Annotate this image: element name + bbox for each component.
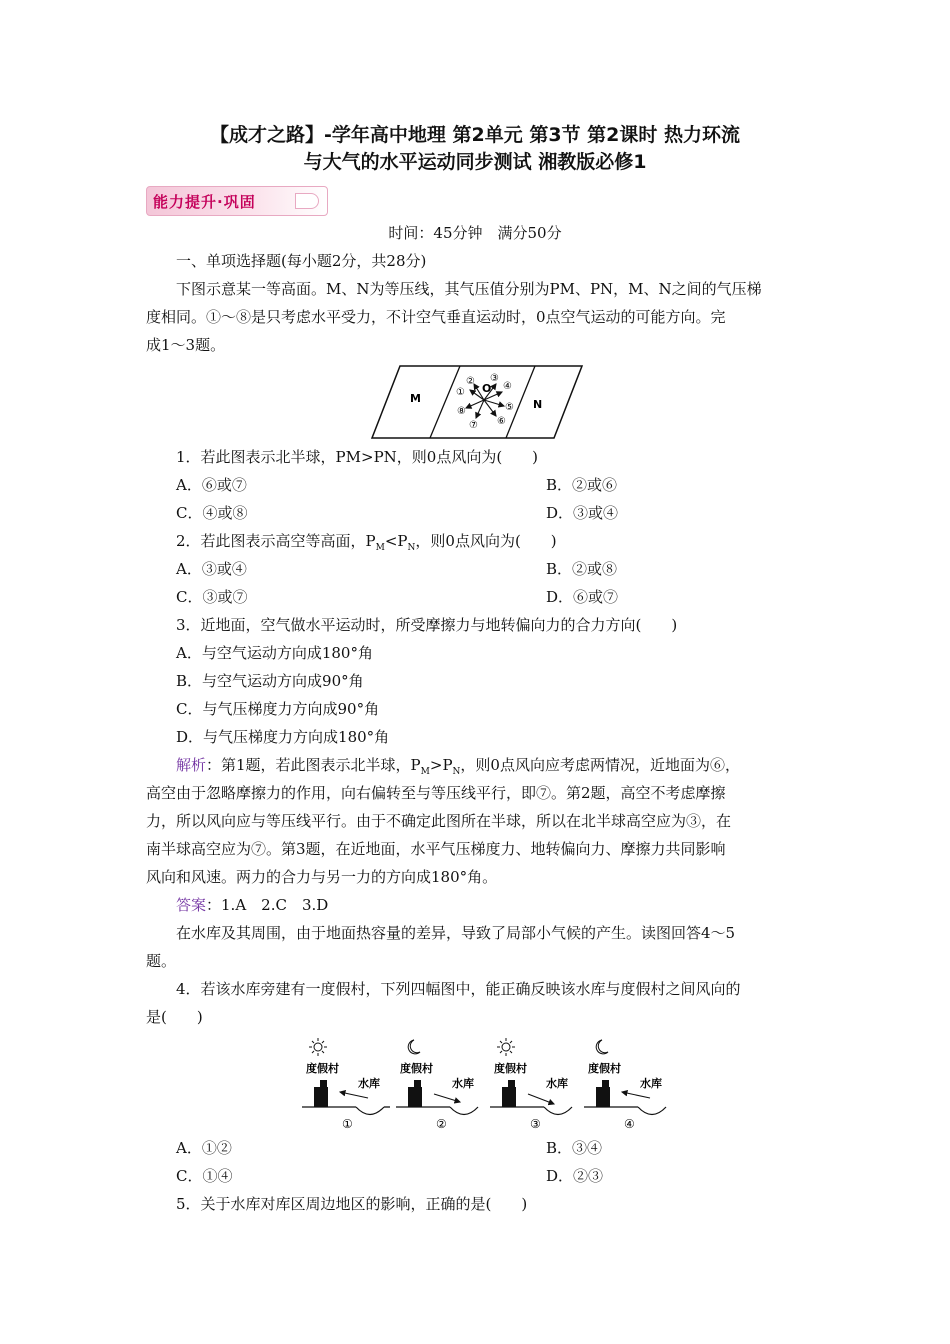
dir-6: ⑥ xyxy=(497,416,506,427)
panel-num-3: ③ xyxy=(530,1117,541,1131)
q4-option-b: B．③④ xyxy=(546,1139,603,1157)
analysis-label: 解析 xyxy=(176,756,207,774)
building xyxy=(408,1087,422,1107)
badge-label: 能力提升·巩固 xyxy=(153,193,256,211)
reservoir-figure xyxy=(300,1032,680,1132)
reservoir-label: 水库 xyxy=(640,1077,662,1090)
isobar-figure xyxy=(370,362,585,442)
q1-option-c: C．④或⑧ xyxy=(176,504,248,522)
village-label: 度假村 xyxy=(306,1062,339,1075)
analysis-line1: 解析：第1题，若此图表示北半球，$P_M>P_N$，则0点风向应考虑两情况，近地面为⑥， xyxy=(176,756,740,777)
q1-option-a: A．⑥或⑦ xyxy=(176,476,247,494)
q4-option-c: C．①④ xyxy=(176,1167,233,1185)
panel-num-1: ① xyxy=(342,1117,353,1131)
dir-1: ① xyxy=(456,387,465,398)
village-label: 度假村 xyxy=(400,1062,433,1075)
answer-label: 答案 xyxy=(176,896,207,914)
panel-num-2: ② xyxy=(436,1117,447,1131)
dir-7: ⑦ xyxy=(469,420,478,431)
intro1-line3: 成1～3题。 xyxy=(146,336,226,354)
q3-stem: 3．近地面，空气做水平运动时，所受摩擦力与地转偏向力的合力方向( ) xyxy=(176,616,678,634)
dir-2: ② xyxy=(466,376,475,387)
time-info: 时间：45分钟 满分50分 xyxy=(388,224,562,242)
panel-3 xyxy=(490,1038,572,1131)
q4-option-a: A．①② xyxy=(176,1139,232,1157)
title-line-2: 与大气的水平运动同步测试 湘教版必修1 xyxy=(303,151,647,173)
dir-4: ④ xyxy=(503,381,512,392)
q3-option-d: D．与气压梯度力方向成180°角 xyxy=(176,728,390,746)
panel-num-4: ④ xyxy=(624,1117,635,1131)
dir-8: ⑧ xyxy=(457,406,466,417)
q4-option-d: D．②③ xyxy=(546,1167,604,1185)
q2-option-b: B．②或⑧ xyxy=(546,560,618,578)
reservoir-label: 水库 xyxy=(358,1077,380,1090)
building xyxy=(596,1087,610,1107)
section-badge xyxy=(146,186,328,216)
intro2-line1: 在水库及其周围，由于地面热容量的差异，导致了局部小气候的产生。读图回答4～5 xyxy=(176,924,736,942)
q2-stem: 2．若此图表示高空等高面，$P_M<P_N$，则0点风向为( ) xyxy=(176,532,557,553)
q2-option-a: A．③或④ xyxy=(176,560,247,578)
village-label: 度假村 xyxy=(588,1062,621,1075)
panel-1 xyxy=(302,1038,390,1131)
q5-stem: 5．关于水库对库区周边地区的影响，正确的是( ) xyxy=(176,1195,528,1213)
q2-option-c: C．③或⑦ xyxy=(176,588,248,606)
panel-4 xyxy=(584,1040,666,1131)
label-o: O xyxy=(482,382,492,395)
intro2-line2: 题。 xyxy=(146,952,177,970)
q1-option-b: B．②或⑥ xyxy=(546,476,618,494)
village-label: 度假村 xyxy=(494,1062,527,1075)
q3-option-c: C．与气压梯度力方向成90°角 xyxy=(176,700,380,718)
intro1-line1: 下图示意某一等高面。M、N为等压线，其气压值分别为PM、PN，M、N之间的气压梯 xyxy=(176,280,762,298)
analysis-line5: 风向和风速。两力的合力与另一力的方向成180°角。 xyxy=(146,868,498,886)
q4-stem-line2: 是( ) xyxy=(146,1008,203,1026)
sun-icon xyxy=(309,1038,327,1056)
intro1-line2: 度相同。①～⑧是只考虑水平受力，不计空气垂直运动时，0点空气运动的可能方向。完 xyxy=(146,308,726,326)
analysis-line2: 高空由于忽略摩擦力的作用，向右偏转至与等压线平行，即⑦。第2题，高空不考虑摩擦 xyxy=(146,784,726,802)
panel-2 xyxy=(396,1040,478,1131)
moon-icon xyxy=(408,1040,420,1054)
reservoir-label: 水库 xyxy=(546,1077,568,1090)
analysis-line4: 南半球高空应为⑦。第3题，在近地面，水平气压梯度力、地转偏向力、摩擦力共同影响 xyxy=(146,840,726,858)
isobar-m-line xyxy=(430,366,460,438)
building xyxy=(502,1087,516,1107)
sun-icon xyxy=(497,1038,515,1056)
q4-stem-line1: 4．若该水库旁建有一度假村，下列四幅图中，能正确反映该水库与度假村之间风向的 xyxy=(176,980,741,998)
q2-option-d: D．⑥或⑦ xyxy=(546,588,619,606)
label-m: M xyxy=(410,392,421,405)
document-title xyxy=(120,122,830,176)
section-heading: 一、单项选择题(每小题2分，共28分) xyxy=(176,252,427,270)
badge-decoration xyxy=(295,193,319,209)
dir-5: ⑤ xyxy=(505,402,514,413)
analysis-line3: 力，所以风向应与等压线平行。由于不确定此图所在半球，所以在北半球高空应为③，在 xyxy=(146,812,732,830)
q3-option-a: A．与空气运动方向成180°角 xyxy=(176,644,373,662)
reservoir-label: 水库 xyxy=(452,1077,474,1090)
title-line-1: 【成才之路】-学年高中地理 第2单元 第3节 第2课时 热力环流 xyxy=(209,124,740,146)
dir-3: ③ xyxy=(490,373,499,384)
answer-line: 答案：1.A 2.C 3.D xyxy=(176,896,329,914)
q3-option-b: B．与空气运动方向成90°角 xyxy=(176,672,364,690)
label-n: N xyxy=(533,398,543,411)
building xyxy=(314,1087,328,1107)
q1-stem: 1．若此图表示北半球，PM>PN，则0点风向为( ) xyxy=(176,448,539,466)
moon-icon xyxy=(596,1040,608,1054)
q1-option-d: D．③或④ xyxy=(546,504,619,522)
